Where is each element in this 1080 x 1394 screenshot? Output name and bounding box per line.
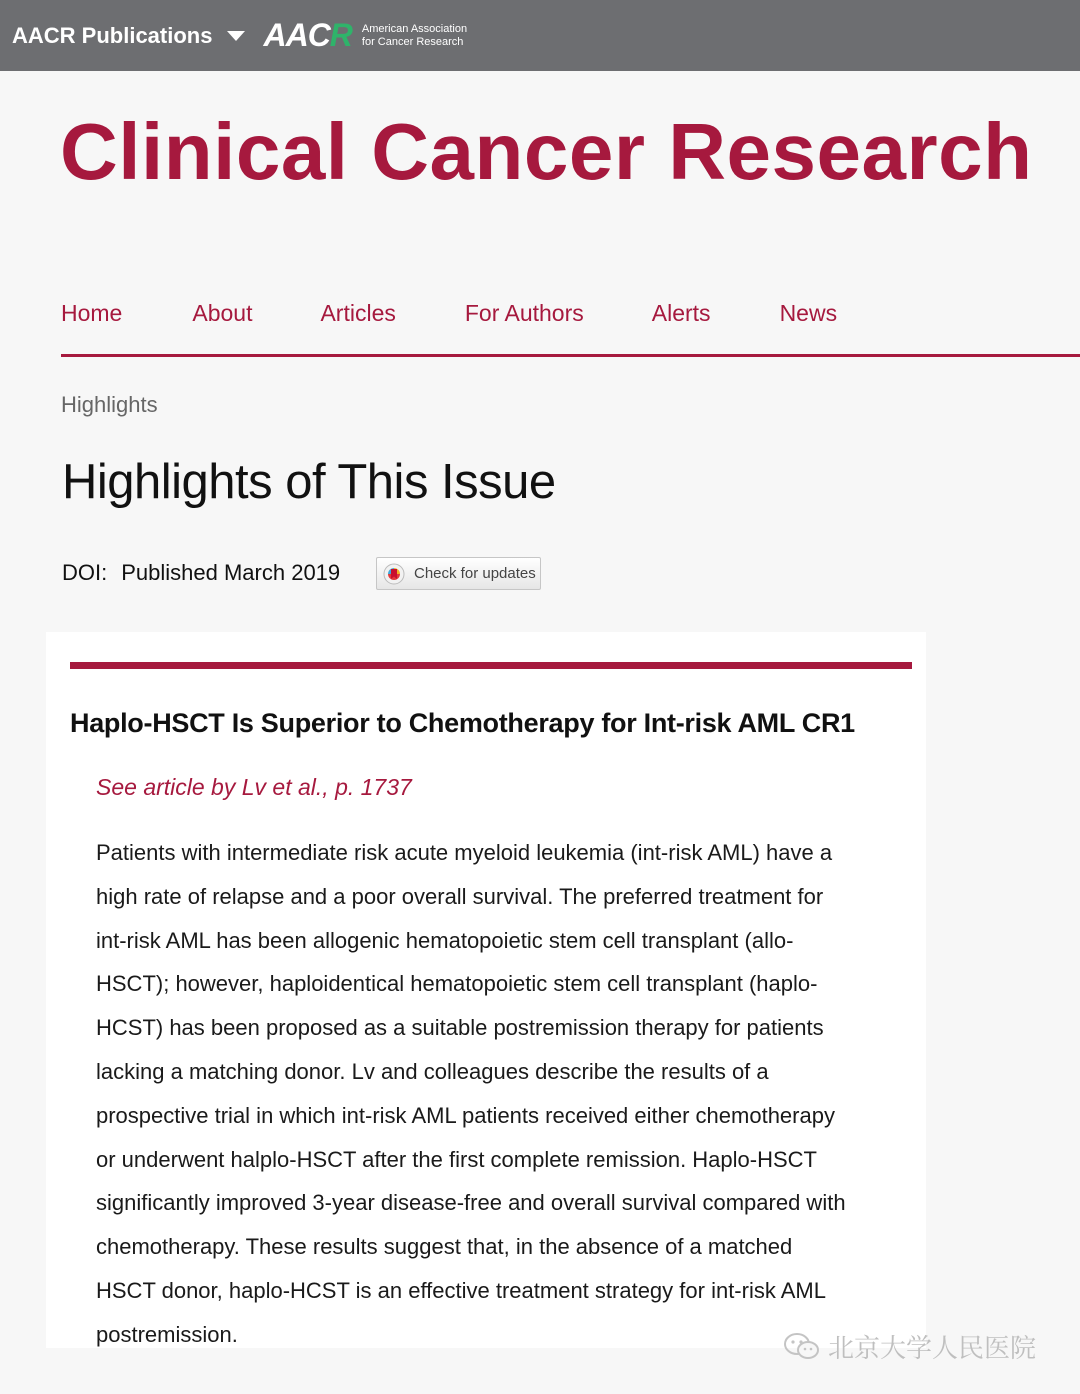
see-article-link[interactable]: See article by Lv et al., p. 1737 xyxy=(96,774,412,800)
nav-articles[interactable]: Articles xyxy=(320,300,396,326)
top-bar xyxy=(0,0,1080,71)
summary-line: HSCT donor, haplo-HCST is an effective treatment strategy for int-risk AML xyxy=(96,1277,826,1303)
nav-about[interactable]: About xyxy=(192,300,253,326)
breadcrumb[interactable]: Highlights xyxy=(61,392,158,417)
main-nav xyxy=(61,300,837,327)
publications-menu[interactable] xyxy=(12,23,245,49)
aacr-logo[interactable] xyxy=(263,17,467,54)
summary-line: prospective trial in which int-risk AML patients received either chemotherapy xyxy=(96,1102,835,1128)
check-for-updates-button[interactable] xyxy=(376,557,541,590)
published-date: Published March 2019 xyxy=(121,560,341,585)
summary-line: lacking a matching donor. Lv and colleagues describe the results of a xyxy=(96,1058,769,1084)
summary-line: Patients with intermediate risk acute myeloid leukemia (int-risk AML) have a xyxy=(96,840,833,865)
journal-title[interactable]: Clinical Cancer Research xyxy=(60,107,1033,196)
article-summary xyxy=(96,831,908,1357)
aacr-logo-text: American Association for Cancer Research xyxy=(361,22,468,48)
watermark-text: 北京大学人民医院 xyxy=(828,1334,1037,1364)
nav-for-authors[interactable]: For Authors xyxy=(464,300,584,326)
article-card xyxy=(46,632,926,1348)
summary-line: HSCT); however, haploidentical hematopoietic stem cell transplant (haplo- xyxy=(96,971,818,997)
doi-line xyxy=(62,560,340,586)
wechat-icon xyxy=(782,1332,822,1362)
card-divider xyxy=(70,662,912,669)
nav-home[interactable]: Home xyxy=(61,300,123,326)
summary-line: chemotherapy. These results suggest that, in the absence of a matched xyxy=(96,1234,793,1260)
check-for-updates-label: Check for updates xyxy=(414,565,536,582)
nav-alerts[interactable]: Alerts xyxy=(651,300,711,326)
summary-line: high rate of relapse and a poor overall survival. The preferred treatment for xyxy=(96,883,824,909)
summary-line: HCST) has been proposed as a suitable postremission therapy for patients xyxy=(96,1015,824,1041)
nav-news[interactable]: News xyxy=(779,300,838,326)
watermark xyxy=(782,1328,1036,1365)
article-title[interactable]: Haplo-HSCT Is Superior to Chemotherapy for Int-risk AML CR1 xyxy=(70,708,855,738)
nav-divider xyxy=(61,354,1080,357)
doi-label: DOI: xyxy=(62,560,108,585)
summary-line: significantly improved 3-year disease-free and overall survival compared with xyxy=(96,1190,846,1216)
summary-line: postremission. xyxy=(96,1321,238,1347)
summary-line: or underwent halplo-HSCT after the first complete remission. Haplo-HSCT xyxy=(96,1146,817,1172)
page-title: Highlights of This Issue xyxy=(62,455,556,509)
crossmark-icon xyxy=(383,563,405,585)
aacr-logo-mark: AACR xyxy=(263,17,352,53)
publications-label: AACR Publications xyxy=(12,22,213,48)
summary-line: int-risk AML has been allogenic hematopoietic stem cell transplant (allo- xyxy=(96,927,794,953)
chevron-down-icon xyxy=(227,31,245,41)
